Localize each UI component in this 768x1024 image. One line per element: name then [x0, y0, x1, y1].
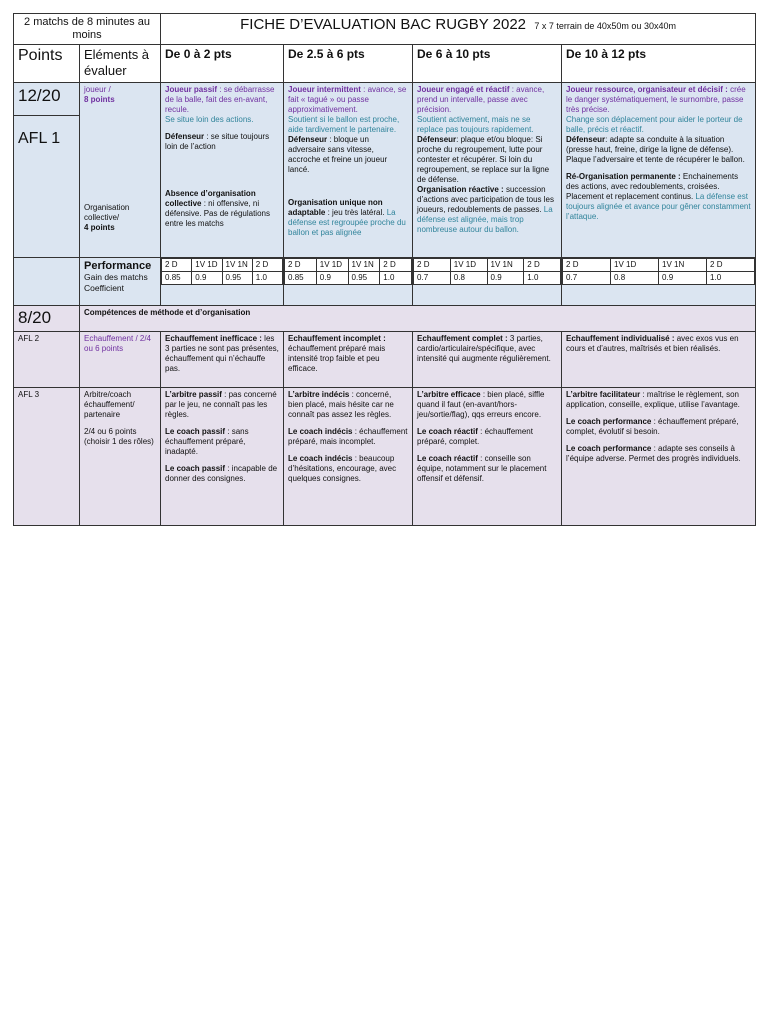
perf2-v1: 0.85 — [285, 272, 317, 285]
c1-joueur-text: : se débarrasse de la balle, fait des en-avant, recule. — [165, 85, 275, 114]
c3-org-teal: La défense est alignée, mais trop nombreuse autour du ballon. — [417, 205, 553, 234]
c3-def-title: Défenseur — [417, 135, 457, 144]
afl3-level4 — [562, 388, 756, 526]
c1-org-title: Absence d’organisation collective — [165, 189, 256, 208]
perf1-h3: 1V 1N — [222, 259, 252, 272]
afl2-level2 — [284, 332, 413, 388]
perf2-v4: 1.0 — [380, 272, 412, 285]
afl2-c4-title: Echauffement individualisé : — [566, 334, 675, 343]
afl2-label: AFL 2 — [14, 332, 80, 388]
c1-def-text: : se situe toujours loin de l’action — [165, 132, 270, 151]
afl2-c2-title: Echauffement incomplet : — [288, 334, 386, 343]
afl2-level3 — [413, 332, 562, 388]
perf2-h1: 2 D — [285, 259, 317, 272]
perf1-v3: 0.95 — [222, 272, 252, 285]
perf1-v4: 1.0 — [252, 272, 282, 285]
afl3-c3-r3-text: : conseille son équipe, notamment sur le placement offensif et défensif. — [417, 454, 547, 483]
perf4-h3: 1V 1N — [659, 259, 707, 272]
afl3-c4-r1-title: L’arbitre facilitateur — [566, 390, 641, 399]
afl3-c2-r1-title: L’arbitre indécis — [288, 390, 350, 399]
afl1-score: 12/20 — [14, 83, 79, 116]
perf4-h4: 2 D — [707, 259, 755, 272]
c2-org-teal: La défense est regroupée proche du ballon et pas alignée — [288, 208, 406, 237]
afl2-c3-text: 3 parties, cardio/articulaire/spécifique, avec intensité qui augmente régulièrement. — [417, 334, 551, 363]
level3-header: De 6 à 10 pts — [413, 45, 562, 83]
c4-org-text: Enchainements des actions, avec redoublements, croisées. Placement et replacement continus. — [566, 172, 739, 201]
perf2-h2: 1V 1D — [316, 259, 348, 272]
c4-org-teal: La défense est toujours alignée et avance pour gêner constamment l’attaque. — [566, 192, 751, 221]
perf1-h4: 2 D — [252, 259, 282, 272]
c2-def-title: Défenseur — [288, 135, 328, 144]
c3-def-text: : plaque et/ou bloque: Si proche du regroupement, lutte pour contester et récupérer. Si loin du regroupement, se replace sur la ligne de défense. — [417, 135, 550, 184]
joueur-points: 8 points — [84, 95, 115, 104]
perf-sub-coef: Coefficient — [84, 283, 125, 293]
afl2-c1-title: Echauffement inefficace : — [165, 334, 262, 343]
perf1-v2: 0.9 — [192, 272, 222, 285]
perf4-v2: 0.8 — [611, 272, 659, 285]
afl3-c2-r2-text: : échauffement préparé, mais incomplet. — [288, 427, 408, 446]
perf-grid-3 — [413, 258, 562, 306]
c3-joueur-title: Joueur engagé et réactif — [417, 85, 510, 94]
afl3-c1-r3-text: : incapable de donner des consignes. — [165, 464, 278, 483]
perf2-h4: 2 D — [380, 259, 412, 272]
afl3-c2-r2-title: Le coach indécis — [288, 427, 353, 436]
afl1-level4 — [562, 83, 756, 258]
afl2-c4-text: avec exos vus en cours et d’autres, maîtrisés et bien réalisés. — [566, 334, 739, 353]
orga-points: 4 points — [84, 223, 115, 232]
level1-header: De 0 à 2 pts — [161, 45, 284, 83]
c3-joueur-text: : avance, prend un intervalle, passe avec précision. — [417, 85, 545, 114]
level2-header: De 2.5 à 6 pts — [284, 45, 413, 83]
afl3-c4-r2-title: Le coach performance — [566, 417, 652, 426]
perf2-v3: 0.95 — [348, 272, 380, 285]
c2-joueur-title: Joueur intermittent — [288, 85, 361, 94]
evaluation-table — [13, 13, 756, 526]
perf-label-cell — [80, 258, 161, 306]
c4-def-text: : adapte sa conduite à la situation (presse haut, freine, dirige la ligne de défense). Plaque l’adversaire et tente de récupérer le ballon. — [566, 135, 745, 164]
afl3-level1 — [161, 388, 284, 526]
afl3-c1-r2-title: Le coach passif — [165, 427, 226, 436]
afl3-c4-r3-title: Le coach performance — [566, 444, 652, 453]
sheet-subtitle: 7 x 7 terrain de 40x50m ou 30x40m — [534, 21, 676, 31]
afl3-c3-r3-title: Le coach réactif — [417, 454, 478, 463]
c1-org-text: : ni offensive, ni défensive. Pas de régulations entre les matchs — [165, 199, 270, 228]
perf-sub-gain: Gain des matchs — [84, 272, 148, 282]
afl1-level1 — [161, 83, 284, 258]
afl3-c1-r1-title: L’arbitre passif — [165, 390, 222, 399]
sec2-score: 8/20 — [14, 306, 80, 332]
afl3-element2: 2/4 ou 6 points (choisir 1 des rôles) — [84, 427, 154, 446]
match-duration-note: 2 matchs de 8 minutes au moins — [14, 14, 161, 45]
perf3-v4: 1.0 — [524, 272, 561, 285]
sheet-title-text: FICHE D’EVALUATION BAC RUGBY 2022 — [240, 16, 527, 33]
perf3-h1: 2 D — [414, 259, 451, 272]
c2-joueur-teal: Soutient si le ballon est proche, aide tardivement le partenaire. — [288, 115, 400, 134]
afl3-c4-r2-text: : échauffement préparé, complet, évolutif si besoin. — [566, 417, 739, 436]
afl3-c1-r2-text: : sans échauffement préparé, inadapté. — [165, 427, 249, 456]
perf4-v1: 0.7 — [563, 272, 611, 285]
afl3-c3-r1-title: L’arbitre efficace — [417, 390, 481, 399]
afl2-c3-title: Echauffement complet : — [417, 334, 508, 343]
perf-label: Performance — [84, 260, 152, 272]
perf4-h1: 2 D — [563, 259, 611, 272]
afl3-c4-r1-text: : maîtrise le règlement, son application, conseille, explique, utilise l’avantage. — [566, 390, 740, 409]
perf-grid-4 — [562, 258, 756, 306]
c2-org-text: : jeu très latéral. — [325, 208, 385, 217]
perf3-h2: 1V 1D — [450, 259, 487, 272]
level4-header: De 10 à 12 pts — [562, 45, 756, 83]
afl3-c3-r1-text: : bien placé, siffle quand il faut (en-avant/hors-jeu/sortie/flag), qqs erreurs encore. — [417, 390, 545, 419]
afl3-c1-r3-title: Le coach passif — [165, 464, 226, 473]
perf1-h1: 2 D — [162, 259, 192, 272]
afl3-elements — [80, 388, 161, 526]
afl2-level1 — [161, 332, 284, 388]
c3-org-title: Organisation réactive : — [417, 185, 504, 194]
points-header: Points — [14, 45, 80, 83]
perf-empty-cell — [14, 258, 80, 306]
c2-def-text: : bloque un adversaire sans vitesse, accroche et freine un joueur lancé. — [288, 135, 388, 174]
afl3-c1-r1-text: : pas concerné par le jeu, ne connaît pas les règles. — [165, 390, 277, 419]
c3-org-text: succession d’actions avec participation de tous les joueurs, redoublements de passes. — [417, 185, 554, 214]
c4-joueur-title: Joueur ressource, organisateur et décisif : — [566, 85, 728, 94]
perf2-v2: 0.9 — [316, 272, 348, 285]
afl3-element: Arbitre/coach échauffement/ partenaire — [84, 390, 135, 419]
afl1-level3 — [413, 83, 562, 258]
sec2-title: Compétences de méthode et d’organisation — [80, 306, 756, 332]
perf3-h4: 2 D — [524, 259, 561, 272]
c1-def-title: Défenseur — [165, 132, 205, 141]
perf3-v3: 0.9 — [487, 272, 524, 285]
perf-grid-2 — [284, 258, 413, 306]
afl1-label: AFL 1 — [18, 130, 61, 147]
c4-joueur-text: crée le danger systématiquement, le surnombre, passe très précise. — [566, 85, 746, 114]
c4-joueur-teal: Change son déplacement pour aider le porteur de balle, précis et réactif. — [566, 115, 743, 134]
perf4-v3: 0.9 — [659, 272, 707, 285]
afl3-c2-r3-title: Le coach indécis — [288, 454, 353, 463]
afl3-level2 — [284, 388, 413, 526]
afl3-c4-r3-text: : adapte ses conseils à l’équipe adverse. Permet des progrès individuels. — [566, 444, 741, 463]
c2-joueur-text: : avance, se fait « tagué » ou passe approximativement. — [288, 85, 407, 114]
c1-joueur-teal: Se situe loin des actions. — [165, 115, 254, 124]
afl1-level2 — [284, 83, 413, 258]
afl1-score-cell — [14, 83, 80, 258]
afl3-level3 — [413, 388, 562, 526]
afl2-c2-text: échauffement préparé mais intensité trop faible et peu efficace. — [288, 344, 386, 373]
evaluation-sheet — [13, 13, 755, 526]
perf3-h3: 1V 1N — [487, 259, 524, 272]
afl3-c2-r1-text: : concerné, bien placé, mais hésite car ne connaît pas assez les règles. — [288, 390, 394, 419]
afl3-c3-r2-title: Le coach réactif — [417, 427, 478, 436]
perf1-h2: 1V 1D — [192, 259, 222, 272]
c2-org-title: Organisation unique non adaptable — [288, 198, 383, 217]
c4-org-title: Ré-Organisation permanente : — [566, 172, 681, 181]
perf3-v2: 0.8 — [450, 272, 487, 285]
afl3-c3-r2-text: : échauffement préparé, complet. — [417, 427, 533, 446]
elements-header: Eléments à évaluer — [80, 45, 161, 83]
c4-def-title: Défenseur — [566, 135, 606, 144]
afl3-label: AFL 3 — [14, 388, 80, 526]
perf4-h2: 1V 1D — [611, 259, 659, 272]
afl1-elements — [80, 83, 161, 258]
c1-joueur-title: Joueur passif — [165, 85, 218, 94]
sheet-title — [161, 14, 756, 45]
perf-grid-1 — [161, 258, 284, 306]
afl3-c2-r3-text: : beaucoup d’hésitations, encourage, avec quelques consignes. — [288, 454, 397, 483]
perf4-v4: 1.0 — [707, 272, 755, 285]
joueur-label: joueur / — [84, 85, 111, 94]
perf1-v1: 0.85 — [162, 272, 192, 285]
perf2-h3: 1V 1N — [348, 259, 380, 272]
afl2-level4 — [562, 332, 756, 388]
afl2-c1-text: les 3 parties ne sont pas présentes, échauffement qui n’échauffe pas. — [165, 334, 279, 373]
orga-label: Organisation collective/ — [84, 203, 130, 222]
afl2-element: Echauffement / 2/4 ou 6 points — [80, 332, 161, 388]
perf3-v1: 0.7 — [414, 272, 451, 285]
c3-joueur-teal: Soutient activement, mais ne se replace pas toujours rapidement. — [417, 115, 534, 134]
